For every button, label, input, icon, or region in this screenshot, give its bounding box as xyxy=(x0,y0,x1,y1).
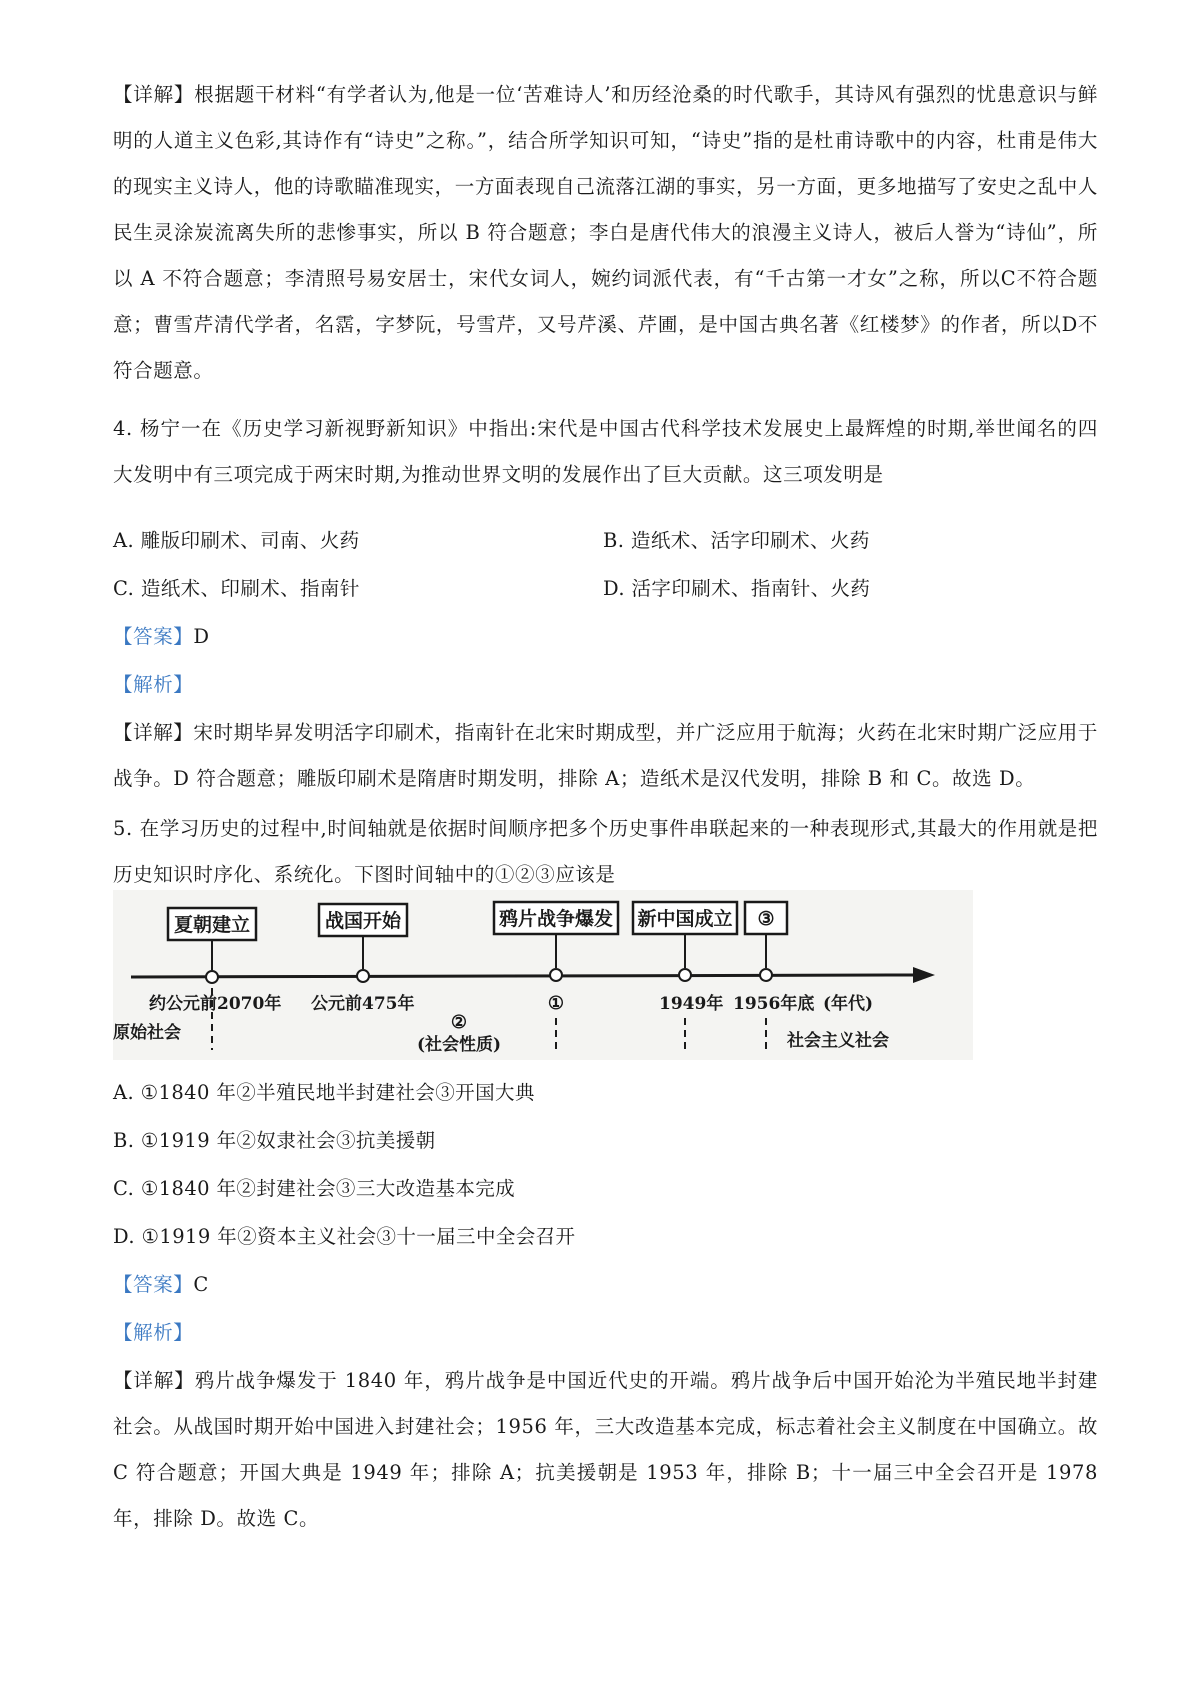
detail-text: 鸦片战争爆发于 1840 年，鸦片战争是中国近代史的开端。鸦片战争后中国开始沦为半殖民地半封建社会。从战国时期开始中国进入封建社会；1956 年，三大改造基本完成，标志着社会主义制度在中国确立。故 C 符合题意；开国大典是 1949 年；排除 A；抗美援朝是 1953 年，排除 B；十一届三中全会召开是 1978 年，排除 D。故选 C。 xyxy=(113,1369,1098,1530)
axis-unit: (年代) xyxy=(823,994,874,1014)
event-point xyxy=(760,969,772,981)
middle-label: (社会性质) xyxy=(416,1035,502,1055)
answer-label: 【答案】 xyxy=(113,625,194,648)
event-label: 夏朝建立 xyxy=(173,914,251,936)
event-point xyxy=(679,969,691,981)
event-point xyxy=(206,971,218,983)
q3-explanation xyxy=(113,72,1098,394)
date-2: 公元前475年 xyxy=(311,994,415,1014)
q4-option-c: C. 造纸术、印刷术、指南针 xyxy=(113,577,360,600)
q5-option-c: C. ①1840 年②封建社会③三大改造基本完成 xyxy=(113,1177,516,1200)
date-4: 1949年 xyxy=(659,994,724,1014)
detail-text: 根据题干材料“有学者认为,他是一位‘苦难诗人’和历经沧桑的时代歌手，其诗风有强烈的忧患意识与鲜明的人道主义色彩,其诗作有“诗史”之称。”，结合所学知识可知，“诗史”指的是杜甫诗歌中的内容，杜甫是伟大的现实主义诗人，他的诗歌瞄准现实，一方面表现自己流落江湖的事实，另一方面，更多地描写了安史之乱中人民生灵涂炭流离失所的悲惨事实，所以 B 符合题意；李白是唐代伟大的浪漫主义诗人，被后人誉为“诗仙”，所以 A 不符合题意；李清照号易安居士，宋代女词人，婉约词派代表，有“千古第一才女”之称，所以C不符合题意；曹雪芹清代学者，名霑，字梦阮，号雪芹，又号芹溪、芹圃，是中国古典名著《红楼梦》的作者，所以D不符合题意。 xyxy=(113,83,1099,382)
q5-option-d: D. ①1919 年②资本主义社会③十一届三中全会召开 xyxy=(113,1225,576,1248)
event-point xyxy=(550,969,562,981)
event-label: ③ xyxy=(757,908,775,930)
date-5: 1956年底 xyxy=(733,994,815,1014)
event-label: 战国开始 xyxy=(324,910,402,932)
analysis-label: 【解析】 xyxy=(113,673,194,696)
answer-label: 【答案】 xyxy=(113,1273,194,1296)
timeline-svg xyxy=(113,890,973,1060)
q4-option-a: A. 雕版印刷术、司南、火药 xyxy=(113,529,360,552)
q5-stem: 5. 在学习历史的过程中,时间轴就是依据时间顺序把多个历史事件串联起来的一种表现形式,其最大的作用就是把历史知识时序化、系统化。下图时间轴中的①②③应该是 xyxy=(113,817,1098,886)
q5-option-b: B. ①1919 年②奴隶社会③抗美援朝 xyxy=(113,1129,436,1152)
q4-stem: 4. 杨宁一在《历史学习新视野新知识》中指出:宋代是中国古代科学技术发展史上最辉煌的时期,举世闻名的四大发明中有三项完成于两宋时期,为推动世界文明的发展作出了巨大贡献。这三项发明是 xyxy=(113,417,1098,486)
q4-detail xyxy=(113,710,1098,802)
q4-option-b: B. 造纸术、活字印刷术、火药 xyxy=(603,529,870,552)
q5-answer xyxy=(113,1262,209,1308)
detail-label: 【详解】 xyxy=(113,83,195,106)
q5-analysis-label xyxy=(113,1310,193,1356)
q5-detail xyxy=(113,1358,1098,1542)
date-1: 约公元前2070年 xyxy=(149,994,282,1014)
q5-option-a: A. ①1840 年②半殖民地半封建社会③开国大典 xyxy=(113,1081,535,1104)
timeline-axis xyxy=(131,975,913,977)
date-3: ① xyxy=(547,993,565,1014)
q4-analysis-label xyxy=(113,662,193,708)
detail-text: 宋时期毕昇发明活字印刷术，指南针在北宋时期成型，并广泛应用于航海；火药在北宋时期广泛应用于战争。D 符合题意；雕版印刷术是隋唐时期发明，排除 A；造纸术是汉代发明，排除 B 和 C。故选 D。 xyxy=(113,721,1098,790)
event-label: 新中国成立 xyxy=(637,908,733,930)
timeline-figure xyxy=(113,890,973,1060)
analysis-label: 【解析】 xyxy=(113,1321,194,1344)
answer-value: D xyxy=(193,625,210,648)
left-label: 原始社会 xyxy=(113,1023,181,1043)
answer-value: C xyxy=(193,1273,209,1296)
event-label: 鸦片战争爆发 xyxy=(498,908,614,930)
q4-answer xyxy=(113,614,210,660)
q4-option-d: D. 活字印刷术、指南针、火药 xyxy=(603,577,871,600)
detail-label: 【详解】 xyxy=(113,721,194,744)
right-label: 社会主义社会 xyxy=(787,1031,889,1051)
middle-mark: ② xyxy=(450,1012,468,1033)
event-point xyxy=(357,970,369,982)
detail-label: 【详解】 xyxy=(113,1369,195,1392)
